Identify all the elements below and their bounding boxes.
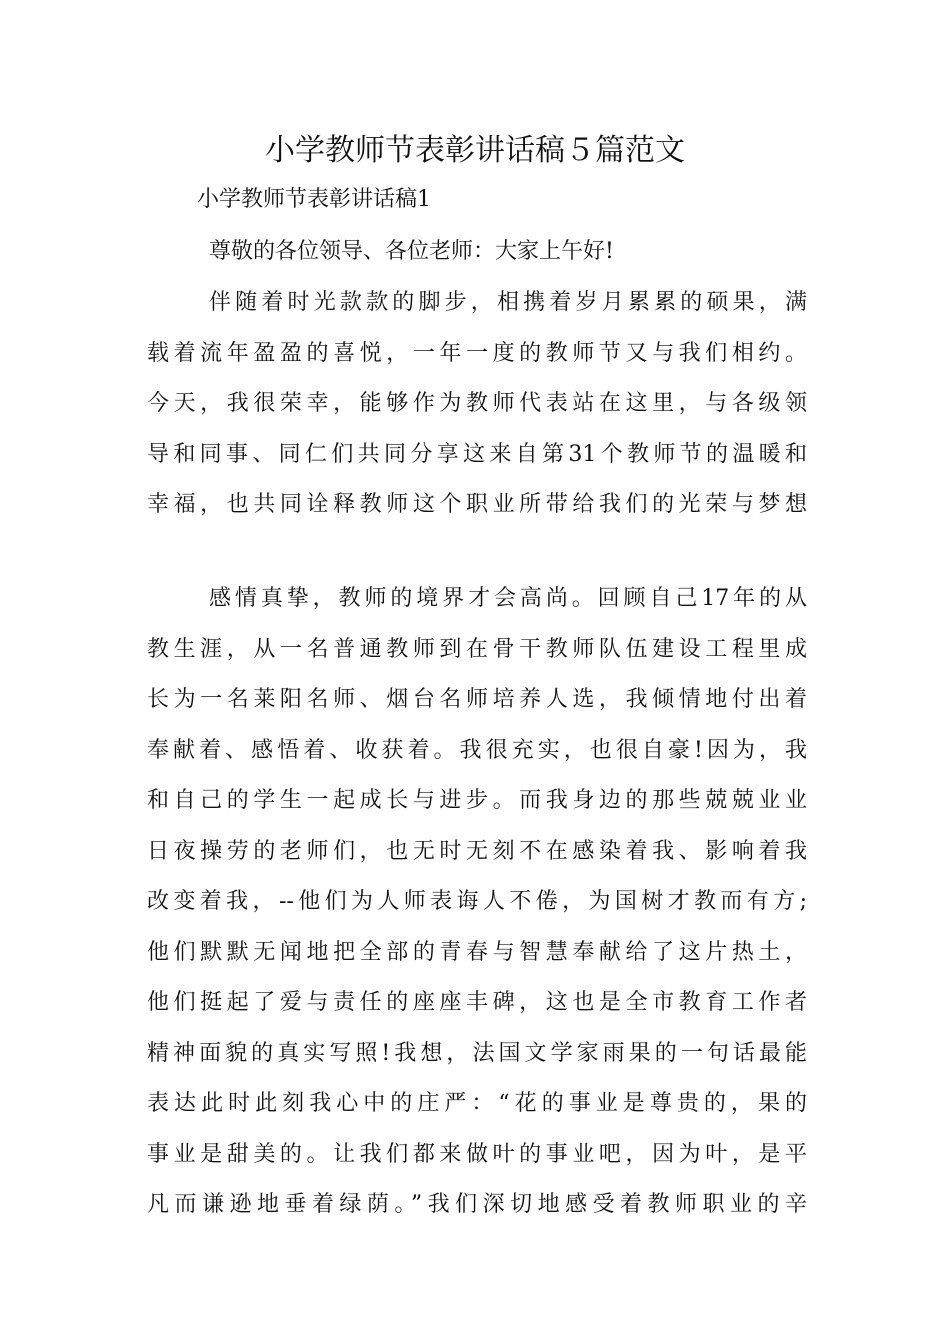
paragraph-line: 载着流年盈盈的喜悦，一年一度的教师节又与我们相约。: [147, 340, 807, 366]
paragraph-line: 表达此时此刻我心中的庄严：“花的事业是尊贵的，果的: [147, 1091, 807, 1116]
paragraph-line: 教生涯，从一名普通教师到在骨干教师队伍建设工程里成: [147, 636, 807, 662]
document-title: 小学教师节表彰讲话稿５篇范文: [265, 133, 685, 168]
paragraph-2: [147, 574, 807, 1231]
paragraph-line: 今天，我很荣幸，能够作为教师代表站在这里，与各级领: [147, 391, 807, 416]
paragraph-line: 凡而谦逊地垂着绿荫。”我们深切地感受着教师职业的辛: [147, 1192, 807, 1217]
paragraph-line: 他们默默无闻地把全部的青春与智慧奉献给了这片热土，: [147, 939, 807, 965]
paragraph-line: 日夜操劳的老师们，也无时无刻不在感染着我、影响着我: [147, 838, 807, 864]
paragraph-line: 精神面貌的真实写照!我想，法国文学家雨果的一句话最能: [147, 1040, 807, 1066]
paragraph-line: 事业是甜美的。让我们都来做叶的事业吧，因为叶，是平: [147, 1141, 807, 1167]
paragraph-line: 导和同事、同仁们共同分享这来自第31个教师节的温暖和: [147, 441, 807, 467]
paragraph-line: 改变着我，--他们为人师表诲人不倦，为国树才教而有方;: [147, 889, 807, 914]
paragraph-line: 和自己的学生一起成长与进步。而我身边的那些兢兢业业: [147, 788, 807, 813]
paragraph-line: 幸福，也共同诠释教师这个职业所带给我们的光荣与梦想: [147, 492, 807, 517]
paragraph-1: [147, 278, 807, 531]
paragraph-line: 奉献着、感悟着、收获着。我很充实，也很自豪!因为，我: [147, 737, 807, 763]
paragraph-line: 感情真挚，教师的境界才会高尚。回顾自己17年的从: [209, 586, 807, 611]
paragraph-line: 他们挺起了爱与责任的座座丰碑，这也是全市教育工作者: [147, 990, 807, 1015]
speech-greeting: 尊敬的各位领导、各位老师：大家上午好!: [209, 239, 614, 264]
section-heading: 小学教师节表彰讲话稿1: [197, 187, 431, 212]
paragraph-line: 长为一名莱阳名师、烟台名师培养人选，我倾情地付出着: [147, 687, 807, 712]
paragraph-line: 伴随着时光款款的脚步，相携着岁月累累的硕果，满: [209, 290, 807, 315]
